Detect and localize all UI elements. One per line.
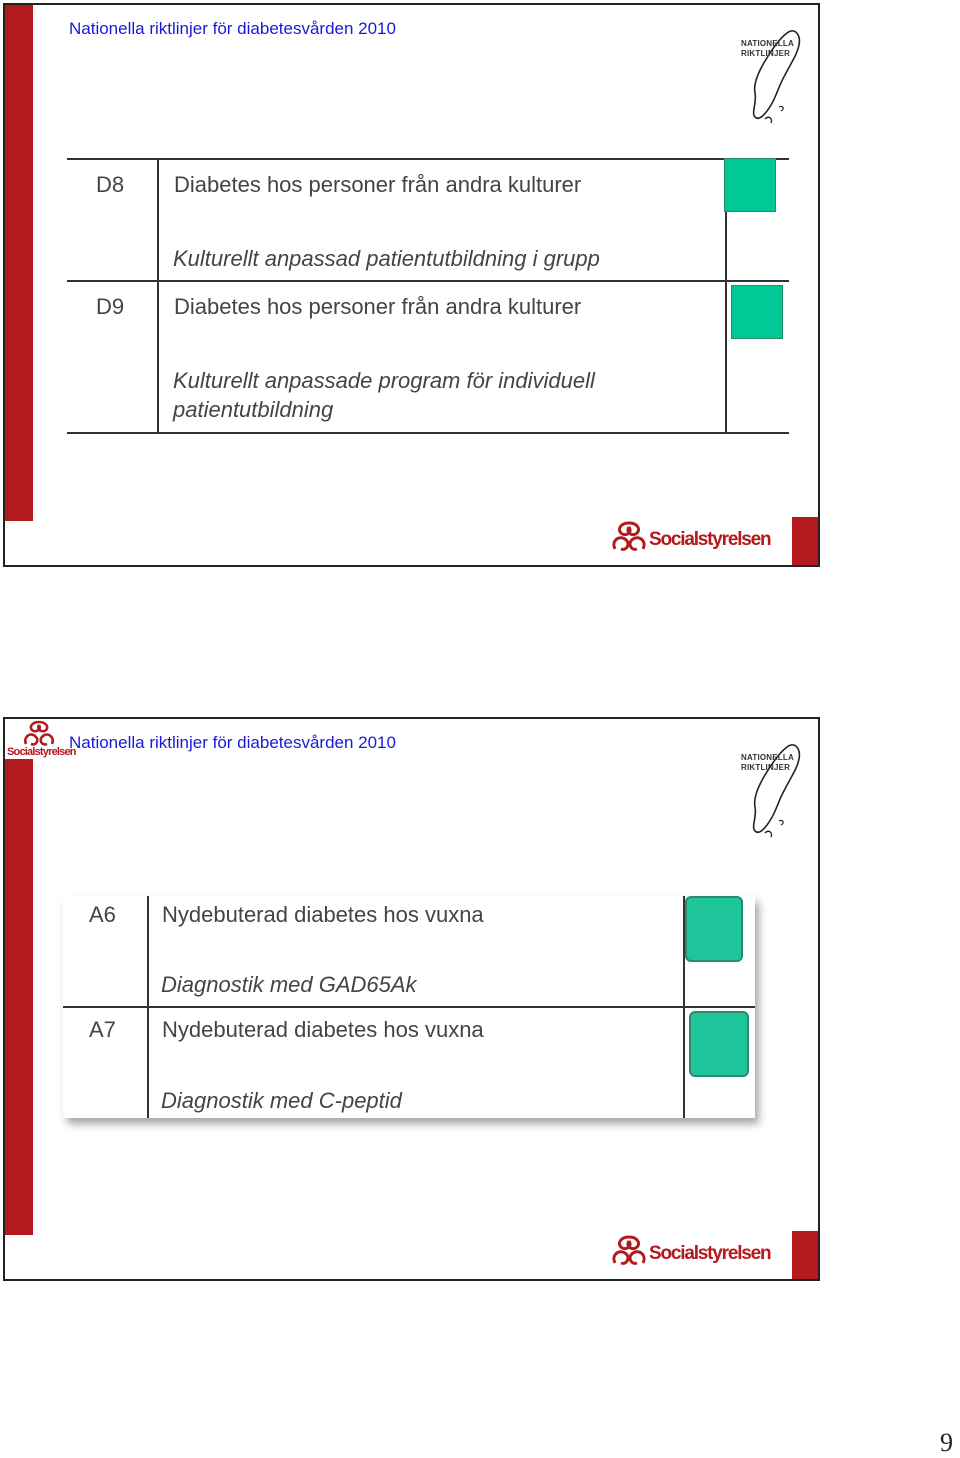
recommendation-table <box>63 896 755 1118</box>
slide-title: Nationella riktlinjer för diabetesvården 2010 <box>69 733 396 752</box>
recommendation-table <box>67 158 789 434</box>
red-corner-block <box>792 1231 818 1279</box>
socialstyrelsen-logo <box>611 1233 781 1269</box>
row-code: D9 <box>96 294 125 319</box>
row-title: Nydebuterad diabetes hos vuxna <box>162 902 484 927</box>
logo-label-line2: RIKTLINJER <box>741 763 791 772</box>
row-code: D8 <box>96 172 125 197</box>
row-title: Diabetes hos personer från andra kulturer <box>174 294 582 319</box>
table-top-border <box>67 158 789 160</box>
nationella-riktlinjer-logo <box>735 737 805 841</box>
page-number: 9 <box>940 1428 953 1457</box>
socialstyrelsen-wordmark: Socialstyrelsen <box>649 1243 771 1264</box>
row-code: A7 <box>89 1017 116 1042</box>
row-code: A6 <box>89 902 116 927</box>
slide-2 <box>3 717 820 1281</box>
row-subtitle: Diagnostik med GAD65Ak <box>161 972 417 997</box>
table-row-divider <box>67 280 789 282</box>
row-subtitle: Diagnostik med C-peptid <box>161 1088 402 1113</box>
socialstyrelsen-logo <box>611 519 781 555</box>
socialstyrelsen-emblem-icon <box>611 519 647 553</box>
recommendation-green-box <box>731 285 783 339</box>
row-subtitle: Kulturellt anpassade program för individuell patientutbildning <box>173 368 595 422</box>
red-corner-block <box>792 517 818 565</box>
table-bottom-border <box>67 432 789 434</box>
socialstyrelsen-emblem-icon <box>21 719 57 747</box>
socialstyrelsen-wordmark: Socialstyrelsen <box>7 746 76 758</box>
red-side-bar <box>5 5 33 521</box>
logo-label-line2: RIKTLINJER <box>741 49 791 58</box>
red-side-bar <box>5 759 33 1235</box>
table-row-divider <box>63 1006 755 1008</box>
logo-label-line1: NATIONELLA <box>741 753 794 762</box>
table-col-divider <box>157 158 159 434</box>
socialstyrelsen-emblem-icon <box>611 1233 647 1267</box>
slide-1 <box>3 3 820 567</box>
socialstyrelsen-corner-logo <box>5 719 75 763</box>
nationella-riktlinjer-logo <box>735 23 805 127</box>
recommendation-green-box <box>689 1011 749 1077</box>
table-col-divider <box>147 896 149 1118</box>
logo-label-line1: NATIONELLA <box>741 39 794 48</box>
row-subtitle: Kulturellt anpassad patientutbildning i grupp <box>173 246 600 271</box>
recommendation-green-box <box>724 158 776 212</box>
row-title: Nydebuterad diabetes hos vuxna <box>162 1017 484 1042</box>
row-title: Diabetes hos personer från andra kulturer <box>174 172 582 197</box>
socialstyrelsen-wordmark: Socialstyrelsen <box>649 529 771 550</box>
slide-title: Nationella riktlinjer för diabetesvården 2010 <box>69 19 396 38</box>
recommendation-green-box <box>685 896 743 962</box>
